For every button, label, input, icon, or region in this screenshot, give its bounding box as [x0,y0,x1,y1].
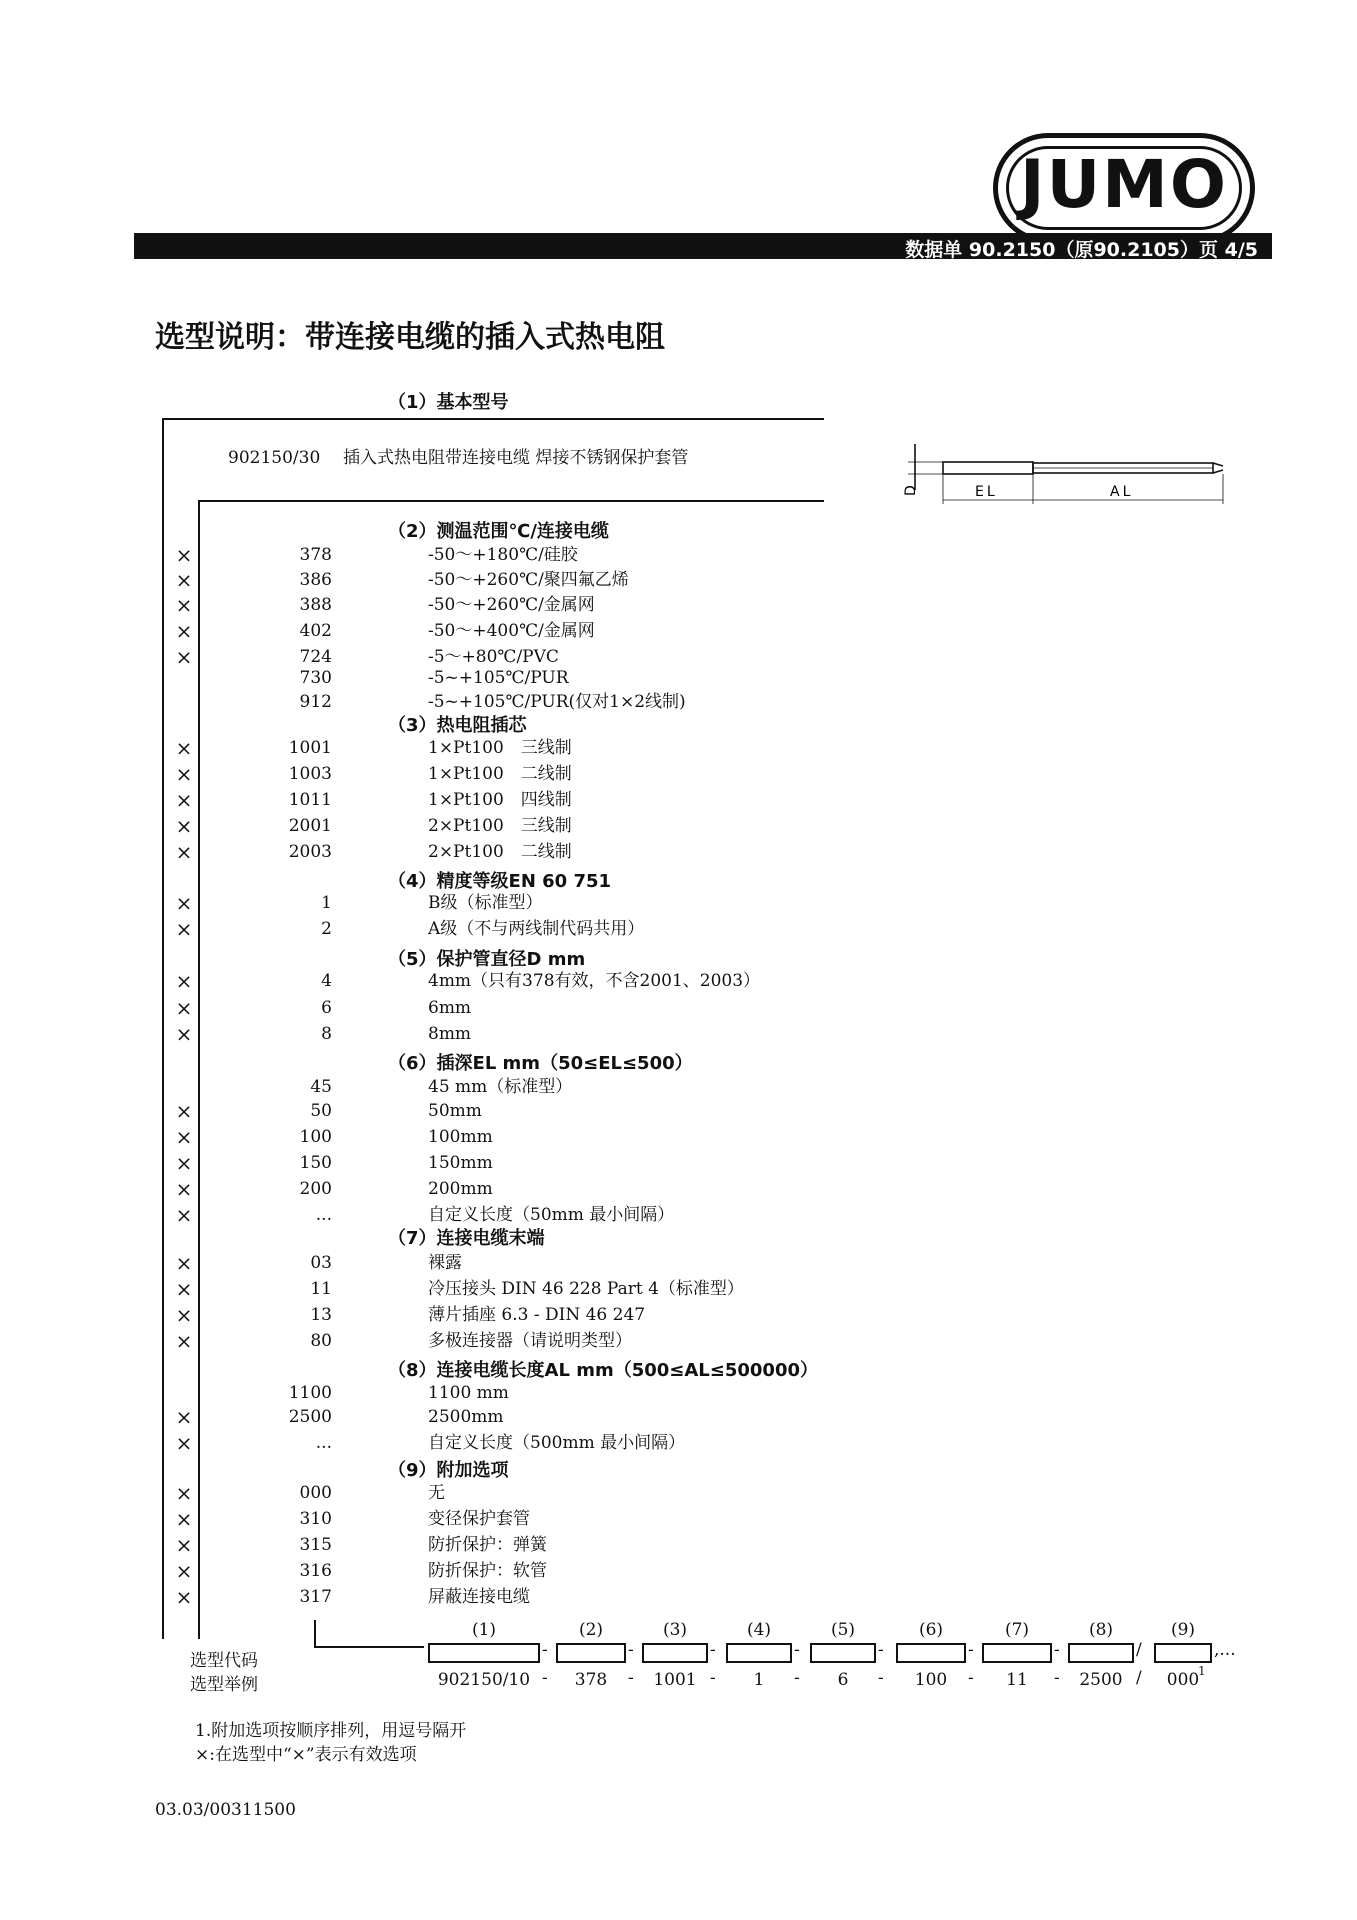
valid-mark: × [175,1481,193,1505]
selection-code-label: 选型代码 [190,1651,258,1671]
option-row [0,1558,1357,1584]
slash-separator: / [1136,1640,1142,1660]
option-row [0,1404,1357,1430]
option-desc: 自定义长度（50mm 最小间隔） [428,1205,675,1225]
option-desc: 6mm [428,998,472,1018]
footnote-mark: 1 [1198,1664,1206,1678]
option-code: 80 [310,1331,332,1351]
option-desc: -50～+260℃/金属网 [428,595,595,615]
option-code: ... [315,1205,332,1225]
bracket-tick [314,1620,316,1648]
example-value: 1 [753,1670,765,1690]
option-row [0,1021,1357,1047]
code-position-index: (7) [1004,1620,1030,1640]
code-input-box[interactable] [1068,1643,1134,1663]
example-value: 000 [1166,1670,1200,1690]
option-row [0,839,1357,865]
option-desc: -50～+400℃/金属网 [428,621,595,641]
code-input-box[interactable] [810,1643,876,1663]
valid-mark: × [175,543,193,567]
option-row [0,1250,1357,1276]
option-row [0,1202,1357,1228]
slash-separator: / [1136,1668,1142,1688]
option-row [0,1276,1357,1302]
page-title: 选型说明：带连接电缆的插入式热电阻 [155,320,665,355]
option-code: 13 [310,1305,332,1325]
option-row [0,968,1357,994]
note-1: 1.附加选项按顺序排列，用逗号隔开 [195,1721,467,1741]
option-desc: -5～+80℃/PVC [428,647,559,667]
option-row [0,567,1357,593]
section-3-heading: （3）热电阻插芯 [388,715,527,736]
code-input-box[interactable] [556,1643,626,1663]
option-desc: 50mm [428,1101,482,1121]
valid-mark: × [175,1431,193,1455]
option-desc: 防折保护：弹簧 [428,1535,547,1555]
valid-mark: × [175,969,193,993]
trailing-ellipsis: ,... [1214,1640,1236,1660]
option-code: 100 [299,1127,332,1147]
valid-mark: × [175,1559,193,1583]
valid-mark: × [175,645,193,669]
option-code: 2 [321,919,332,939]
section-7-heading: （7）连接电缆末端 [388,1228,545,1249]
dash-separator: - [878,1668,884,1688]
option-code: 317 [299,1587,332,1607]
header-bar [134,233,1272,259]
option-code: 386 [299,570,332,590]
option-code: 1011 [288,790,332,810]
valid-mark: × [175,788,193,812]
datasheet-label: 数据单 90.2150（原90.2105）页 4/5 [905,239,1258,261]
option-row [0,890,1357,916]
example-value: 2500 [1079,1670,1123,1690]
code-position-index: (4) [746,1620,772,1640]
valid-mark: × [175,1251,193,1275]
option-desc: B级（标准型） [428,893,543,913]
code-input-box[interactable] [642,1643,708,1663]
option-desc: 裸露 [428,1253,462,1273]
example-value: 11 [1006,1670,1028,1690]
option-row [0,735,1357,761]
option-desc: 1×Pt100 二线制 [428,764,572,784]
option-desc: 变径保护套管 [428,1509,530,1529]
valid-mark: × [175,1329,193,1353]
option-row [0,761,1357,787]
option-desc: 100mm [428,1127,493,1147]
valid-mark: × [175,568,193,592]
code-position-index: (1) [471,1620,497,1640]
valid-mark: × [175,1533,193,1557]
option-desc: 自定义长度（500mm 最小间隔） [428,1433,686,1453]
option-code: 1003 [288,764,332,784]
option-desc: -50～+180℃/硅胶 [428,545,578,565]
option-code: 4 [321,971,332,991]
valid-mark: × [175,891,193,915]
option-desc: 2×Pt100 二线制 [428,842,572,862]
option-code: ... [315,1433,332,1453]
option-desc: -5~+105℃/PUR [428,668,569,688]
dash-separator: - [1054,1640,1060,1660]
doc-number: 03.03/00311500 [155,1800,296,1820]
valid-mark: × [175,1125,193,1149]
valid-mark: × [175,1022,193,1046]
valid-mark: × [175,1099,193,1123]
dash-separator: - [710,1668,716,1688]
section-4-heading: （4）精度等级EN 60 751 [388,871,612,892]
dash-separator: - [968,1640,974,1660]
code-input-box[interactable] [428,1643,540,1663]
example-value: 6 [837,1670,849,1690]
bracket-line [314,1646,424,1648]
section-1-heading: （1）基本型号 [388,392,509,413]
code-position-index: (9) [1170,1620,1196,1640]
dash-separator: - [628,1668,634,1688]
diagram-al-label: AL [1110,484,1134,500]
option-row [0,1328,1357,1354]
note-2: ×:在选型中“×”表示有效选项 [195,1745,417,1765]
option-desc: -50～+260℃/聚四氟乙烯 [428,570,629,590]
option-row [0,1584,1357,1610]
option-row [0,1176,1357,1202]
valid-mark: × [175,762,193,786]
option-row [0,542,1357,568]
logo-text: JUMO [1020,146,1228,223]
option-desc: A级（不与两线制代码共用） [428,919,645,939]
option-row [0,618,1357,644]
option-desc: 150mm [428,1153,493,1173]
option-desc: 多极连接器（请说明类型） [428,1331,632,1351]
option-desc: 8mm [428,1024,472,1044]
example-value: 1001 [653,1670,697,1690]
valid-mark: × [175,1303,193,1327]
section-6-heading: （6）插深EL mm（50≤EL≤500） [388,1053,693,1074]
example-value: 100 [914,1670,948,1690]
valid-mark: × [175,814,193,838]
option-code: 1100 [288,1383,332,1403]
option-desc: 防折保护：软管 [428,1561,547,1581]
section-9-heading: （9）附加选项 [388,1460,509,1481]
dash-separator: - [1054,1668,1060,1688]
option-code: 730 [299,668,332,688]
code-input-box[interactable] [896,1643,966,1663]
valid-mark: × [175,917,193,941]
dash-separator: - [710,1640,716,1660]
option-row [0,1098,1357,1124]
option-code: 03 [310,1253,332,1273]
dash-separator: - [794,1640,800,1660]
code-position-index: (5) [830,1620,856,1640]
diagram-d-label: D [903,485,919,496]
valid-mark: × [175,1507,193,1531]
valid-mark: × [175,1585,193,1609]
option-row [0,1480,1357,1506]
option-code: 310 [299,1509,332,1529]
option-code: 315 [299,1535,332,1555]
option-code: 388 [299,595,332,615]
code-position-index: (2) [578,1620,604,1640]
option-code: 316 [299,1561,332,1581]
option-code: 1001 [288,738,332,758]
option-row [0,916,1357,942]
option-code: 000 [299,1483,332,1503]
dash-separator: - [542,1640,548,1660]
valid-mark: × [175,1277,193,1301]
option-row [0,689,1357,715]
option-row [0,1074,1357,1100]
option-row [0,1302,1357,1328]
basic-type-code: 902150/30 [228,448,321,468]
option-desc: -5~+105℃/PUR(仅对1×2线制) [428,692,686,712]
section-2-heading: （2）测温范围℃/连接电缆 [388,521,609,542]
sensor-shape [908,444,1223,504]
option-code: 402 [299,621,332,641]
option-row [0,1124,1357,1150]
option-code: 2500 [288,1407,332,1427]
divider [198,500,824,502]
option-desc: 45 mm（标准型） [428,1077,573,1097]
sensor-diagram [905,432,1235,512]
option-desc: 200mm [428,1179,493,1199]
option-row [0,995,1357,1021]
option-code: 912 [299,692,332,712]
option-code: 6 [321,998,332,1018]
option-row [0,787,1357,813]
code-input-box[interactable] [982,1643,1052,1663]
dash-separator: - [628,1640,634,1660]
valid-mark: × [175,1405,193,1429]
valid-mark: × [175,593,193,617]
valid-mark: × [175,1203,193,1227]
option-code: 150 [299,1153,332,1173]
option-code: 8 [321,1024,332,1044]
option-row [0,1380,1357,1406]
divider [162,418,824,420]
code-position-index: (8) [1088,1620,1114,1640]
option-desc: 薄片插座 6.3 - DIN 46 247 [428,1305,646,1325]
option-code: 724 [299,647,332,667]
option-row [0,1506,1357,1532]
valid-mark: × [175,1177,193,1201]
option-desc: 2500mm [428,1407,504,1427]
valid-mark: × [175,736,193,760]
option-row [0,665,1357,691]
dash-separator: - [794,1668,800,1688]
option-code: 200 [299,1179,332,1199]
section-5-heading: （5）保护管直径D mm [388,949,586,970]
option-desc: 1×Pt100 三线制 [428,738,572,758]
option-desc: 冷压接头 DIN 46 228 Part 4（标准型） [428,1279,744,1299]
jumo-logo [993,133,1255,243]
option-code: 1 [321,893,332,913]
option-desc: 2×Pt100 三线制 [428,816,572,836]
dash-separator: - [542,1668,548,1688]
example-value: 378 [574,1670,608,1690]
option-desc: 4mm（只有378有效，不含2001、2003） [428,971,761,991]
option-row [0,1532,1357,1558]
dash-separator: - [968,1668,974,1688]
code-input-box[interactable] [726,1643,792,1663]
option-code: 2003 [288,842,332,862]
option-row [0,592,1357,618]
code-input-box[interactable] [1154,1643,1212,1663]
code-position-index: (6) [918,1620,944,1640]
option-desc: 1×Pt100 四线制 [428,790,572,810]
basic-type-desc: 插入式热电阻带连接电缆 焊接不锈钢保护套管 [343,448,689,468]
option-code: 50 [310,1101,332,1121]
section-8-heading: （8）连接电缆长度AL mm（500≤AL≤500000） [388,1360,818,1381]
option-row [0,813,1357,839]
option-desc: 无 [428,1483,445,1503]
code-position-index: (3) [662,1620,688,1640]
option-code: 45 [310,1077,332,1097]
diagram-el-label: EL [975,484,998,500]
dash-separator: - [878,1640,884,1660]
selection-example-label: 选型举例 [190,1675,258,1695]
option-code: 11 [310,1279,332,1299]
valid-mark: × [175,840,193,864]
option-code: 2001 [288,816,332,836]
option-desc: 屏蔽连接电缆 [428,1587,530,1607]
valid-mark: × [175,996,193,1020]
option-code: 378 [299,545,332,565]
option-row [0,1430,1357,1456]
valid-mark: × [175,1151,193,1175]
valid-mark: × [175,619,193,643]
option-desc: 1100 mm [428,1383,509,1403]
option-row [0,1150,1357,1176]
example-value: 902150/10 [437,1670,531,1690]
